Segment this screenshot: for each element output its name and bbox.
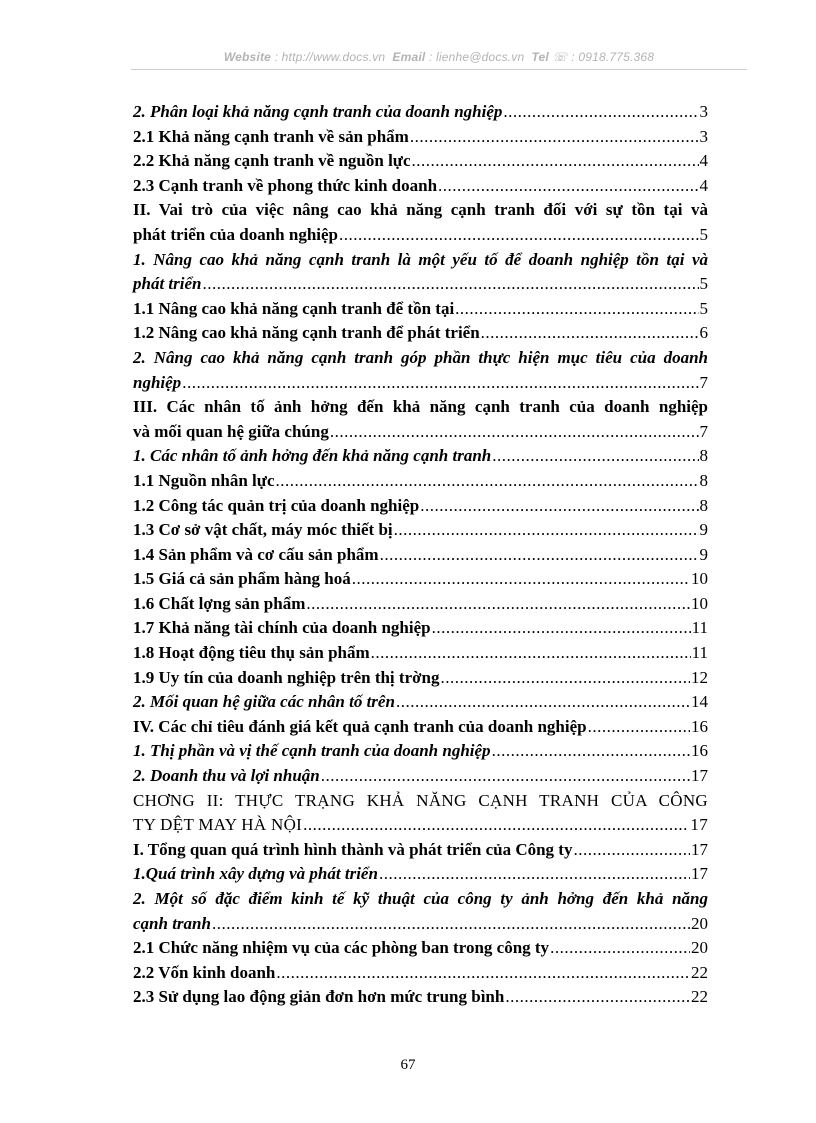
- dot-leader: [440, 666, 690, 691]
- dot-leader: [339, 223, 699, 248]
- tel-label: Tel: [531, 50, 549, 64]
- table-of-contents: [133, 100, 708, 1010]
- toc-entry-title-cont: phát triển của doanh nghiệp: [133, 224, 338, 244]
- dot-leader: [276, 961, 690, 986]
- toc-entry[interactable]: [133, 174, 708, 199]
- toc-entry[interactable]: [133, 789, 708, 838]
- toc-entry-title: 2.3 Sử dụng lao động giản đơn hơn mức trung bình: [133, 987, 505, 1007]
- toc-entry-title: 2. Phân loại khả năng cạnh tranh của doanh nghiệp: [133, 102, 503, 121]
- page-number: 67: [400, 1057, 416, 1073]
- toc-entry-page: 9: [699, 520, 708, 540]
- page-header: [131, 50, 747, 64]
- toc-entry-page: 3: [699, 102, 708, 121]
- dot-leader: [380, 543, 699, 568]
- toc-entry-title: 2.1 Chức năng nhiệm vụ của các phòng ban trong công ty: [133, 938, 550, 958]
- toc-entry[interactable]: [133, 936, 708, 961]
- dot-leader: [420, 494, 698, 519]
- toc-entry[interactable]: [133, 248, 708, 297]
- toc-entry-page: 9: [699, 544, 708, 564]
- dot-leader: [396, 690, 690, 715]
- dot-leader: [276, 469, 699, 494]
- toc-entry-title: II. Vai trò của việc nâng cao khả năng cạnh tranh đối với sự tồn tại và: [133, 200, 708, 220]
- toc-entry-title: 1.2 Nâng cao khả năng cạnh tranh để phát triển: [133, 323, 480, 343]
- toc-entry-title: 2. Mối quan hệ giữa các nhân tố trên: [133, 692, 395, 712]
- toc-entry-title-cont: và mối quan hệ giữa chúng: [133, 421, 329, 441]
- toc-entry-title: III. Các nhân tố ảnh hởng đến khả năng cạnh tranh của doanh nghiệp: [133, 397, 708, 417]
- toc-entry-page: 16: [691, 741, 708, 761]
- toc-entry-page: 7: [699, 421, 708, 441]
- toc-entry-title: 1.1 Nâng cao khả năng cạnh tranh để tồn tại: [133, 298, 455, 318]
- toc-entry-page: 5: [699, 224, 708, 244]
- toc-entry[interactable]: [133, 149, 708, 174]
- dot-leader: [203, 272, 699, 297]
- dot-leader: [412, 149, 699, 174]
- toc-entry-title-cont: TY DỆT MAY HÀ NỘI: [133, 815, 303, 835]
- toc-entry-page: 4: [699, 175, 708, 195]
- dot-leader: [212, 912, 690, 937]
- toc-entry[interactable]: [133, 198, 708, 247]
- toc-entry-title: 1.3 Cơ sở vật chất, máy móc thiết bị: [133, 520, 393, 540]
- toc-entry-title: 2.1 Khả năng cạnh tranh về sản phẩm: [133, 126, 409, 146]
- toc-entry-page: 8: [699, 470, 708, 490]
- toc-entry-page: 14: [691, 692, 708, 712]
- toc-entry[interactable]: [133, 494, 708, 519]
- toc-entry-title: 1. Các nhân tố ảnh hởng đến khả năng cạnh tranh: [133, 446, 492, 466]
- tel-value: : 0918.775.368: [571, 50, 655, 64]
- toc-entry-page: 3: [699, 126, 708, 146]
- toc-entry-title-cont: nghiệp: [133, 372, 182, 392]
- dot-leader: [306, 592, 690, 617]
- toc-entry-title-cont: phát triển: [133, 274, 202, 294]
- toc-entry-page: 7: [699, 372, 708, 392]
- toc-entry-title: 2.2 Khả năng cạnh tranh về nguồn lực: [133, 151, 411, 171]
- dot-leader: [481, 321, 699, 346]
- toc-entry-page: 22: [691, 987, 708, 1007]
- toc-entry-title: 1.9 Uy tín của doanh nghiệp trên thị trờng: [133, 667, 440, 687]
- dot-leader: [588, 715, 690, 740]
- phone-icon: ☏: [552, 50, 568, 64]
- toc-entry[interactable]: [133, 838, 708, 863]
- toc-entry[interactable]: [133, 715, 708, 740]
- toc-entry-page: 4: [699, 151, 708, 171]
- dot-leader: [182, 371, 698, 396]
- toc-entry-page: 5: [699, 298, 708, 318]
- toc-entry[interactable]: [133, 616, 708, 641]
- toc-entry-page: 6: [699, 323, 708, 343]
- toc-entry-page: 17: [691, 864, 708, 884]
- toc-entry-page: 17: [691, 839, 708, 859]
- dot-leader: [379, 862, 690, 887]
- dot-leader: [432, 616, 691, 641]
- toc-entry[interactable]: [133, 567, 708, 592]
- toc-entry-page: 17: [690, 815, 708, 835]
- toc-entry[interactable]: [133, 764, 708, 789]
- toc-entry[interactable]: [133, 641, 708, 666]
- toc-entry-page: 10: [691, 593, 708, 613]
- toc-entry[interactable]: [133, 690, 708, 715]
- toc-entry-page: 12: [691, 667, 708, 687]
- toc-entry-title: 1. Thị phần và vị thế cạnh tranh của doanh nghiệp: [133, 741, 491, 761]
- toc-entry-title: CHƠNG II: THỰC TRẠNG KHẢ NĂNG CẠNH TRANH CỦA CÔNG: [133, 790, 708, 810]
- dot-leader: [303, 813, 689, 838]
- toc-entry-title: I. Tổng quan quá trình hình thành và phát triển của Công ty: [133, 839, 573, 859]
- toc-entry[interactable]: [133, 321, 708, 346]
- toc-entry-page: 11: [691, 643, 708, 663]
- dot-leader: [492, 739, 690, 764]
- toc-entry[interactable]: [133, 887, 708, 936]
- dot-leader: [321, 764, 690, 789]
- toc-entry-title: 2. Nâng cao khả năng cạnh tranh góp phần thực hiện mục tiêu của doanh: [133, 347, 708, 367]
- website-label: Website: [223, 50, 272, 64]
- toc-entry[interactable]: [133, 125, 708, 150]
- toc-entry[interactable]: [133, 395, 708, 444]
- toc-entry[interactable]: [133, 666, 708, 691]
- toc-entry-title: 2.2 Vốn kinh doanh: [133, 962, 276, 982]
- toc-entry-title: 2. Doanh thu và lợi nhuận: [133, 766, 320, 786]
- toc-entry-title: IV. Các chỉ tiêu đánh giá kết quả cạnh tranh của doanh nghiệp: [133, 716, 587, 736]
- dot-leader: [492, 444, 698, 469]
- email-label: Email: [392, 50, 426, 64]
- toc-entry-page: 16: [691, 716, 708, 736]
- toc-entry[interactable]: [133, 961, 708, 986]
- toc-entry-title: 1. Nâng cao khả năng cạnh tranh là một yếu tố để doanh nghiệp tồn tại và: [133, 249, 708, 269]
- dot-leader: [573, 838, 690, 863]
- dot-leader: [438, 174, 698, 199]
- dot-leader: [410, 125, 699, 150]
- toc-entry-page: 17: [691, 766, 708, 786]
- dot-leader: [330, 420, 699, 445]
- dot-leader: [503, 100, 698, 125]
- toc-entry-title: 1.5 Giá cả sản phẩm hàng hoá: [133, 569, 351, 589]
- website-value: : http://www.docs.vn: [274, 50, 386, 64]
- toc-entry-title: 2.3 Cạnh tranh về phong thức kinh doanh: [133, 175, 438, 195]
- toc-entry-page: 8: [699, 495, 708, 515]
- dot-leader: [550, 936, 690, 961]
- toc-entry-title: 1.7 Khả năng tài chính của doanh nghiệp: [133, 618, 431, 638]
- email-value: : lienhe@docs.vn: [428, 50, 525, 64]
- toc-entry-page: 5: [699, 274, 708, 294]
- toc-entry[interactable]: [133, 985, 708, 1010]
- toc-entry-title: 1.8 Hoạt động tiêu thụ sản phẩm: [133, 643, 370, 663]
- toc-entry-title: 1.6 Chất lợng sản phẩm: [133, 593, 306, 613]
- toc-entry-title: 2. Một số đặc điểm kinh tế kỹ thuật của công ty ảnh hởng đến khả năng: [133, 889, 708, 908]
- toc-entry[interactable]: [133, 444, 708, 469]
- toc-entry-title: 1.1 Nguồn nhân lực: [133, 470, 275, 490]
- toc-entry-page: 20: [691, 913, 708, 933]
- toc-entry[interactable]: [133, 469, 708, 494]
- dot-leader: [505, 985, 690, 1010]
- toc-entry-page: 10: [691, 569, 708, 589]
- toc-entry[interactable]: [133, 100, 708, 125]
- toc-entry[interactable]: [133, 592, 708, 617]
- dot-leader: [371, 641, 691, 666]
- dot-leader: [455, 297, 698, 322]
- toc-entry-title-cont: cạnh tranh: [133, 913, 211, 933]
- toc-entry-page: 11: [691, 618, 708, 638]
- toc-entry[interactable]: [133, 346, 708, 395]
- toc-entry-title: 1.Quá trình xây dựng và phát triển: [133, 864, 378, 884]
- toc-entry[interactable]: [133, 862, 708, 887]
- toc-entry[interactable]: [133, 739, 708, 764]
- toc-entry-page: 8: [699, 446, 708, 466]
- toc-entry-title: 1.2 Công tác quản trị của doanh nghiệp: [133, 495, 420, 515]
- dot-leader: [394, 518, 699, 543]
- toc-entry-page: 20: [691, 938, 708, 958]
- toc-entry-page: 22: [691, 962, 708, 982]
- toc-entry-title: 1.4 Sản phẩm và cơ cấu sản phẩm: [133, 544, 379, 564]
- toc-entry[interactable]: [133, 297, 708, 322]
- toc-entry[interactable]: [133, 518, 708, 543]
- header-divider: [131, 69, 747, 70]
- dot-leader: [352, 567, 690, 592]
- toc-entry[interactable]: [133, 543, 708, 568]
